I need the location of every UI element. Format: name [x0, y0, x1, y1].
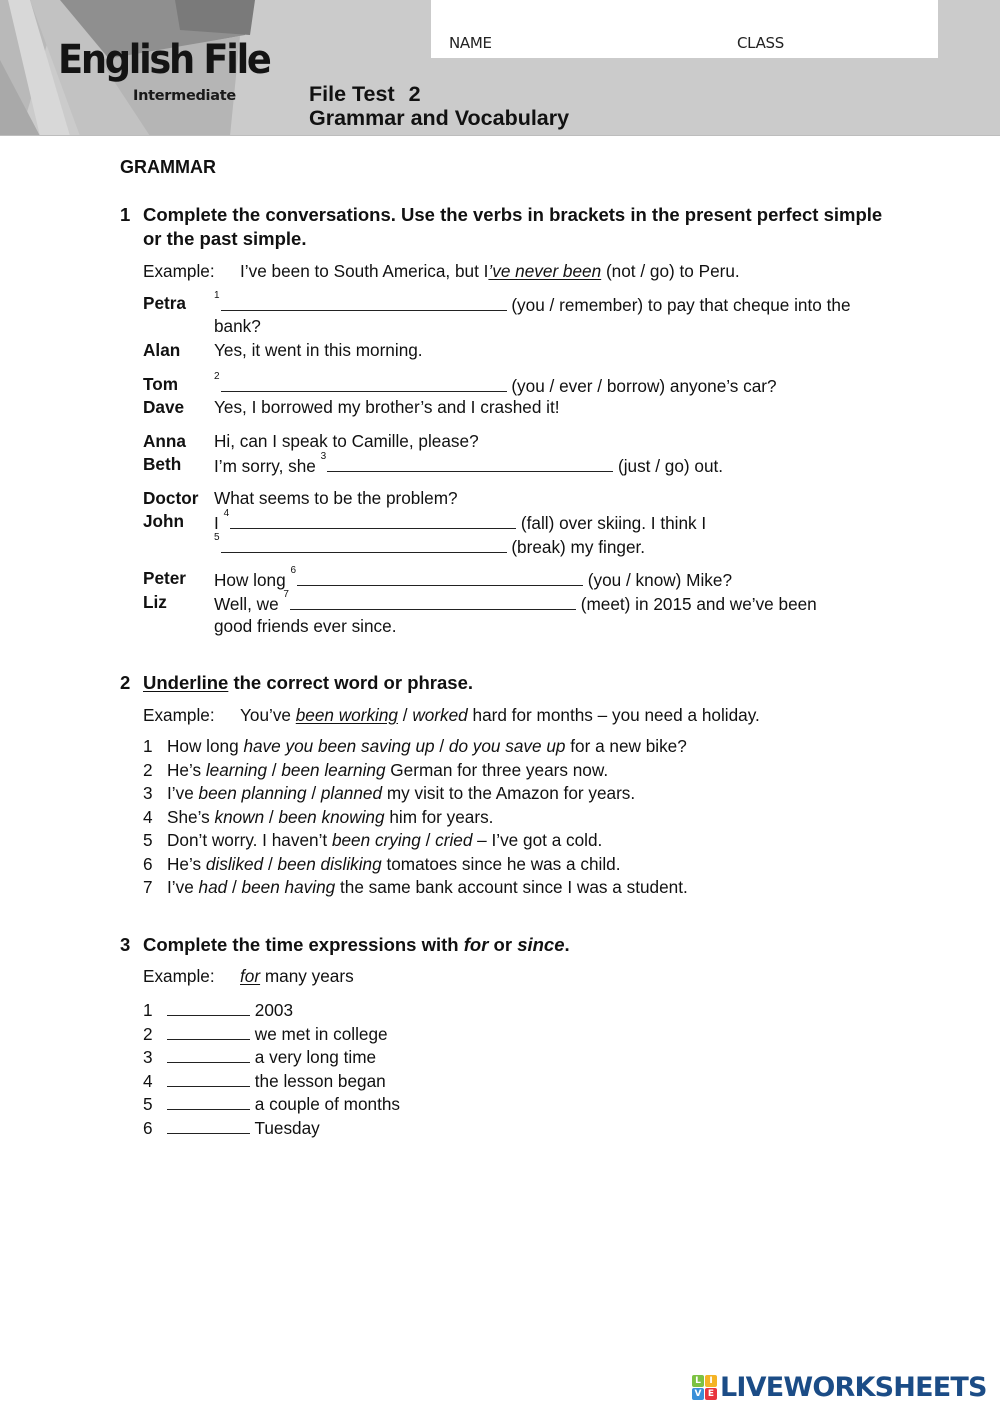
option-b[interactable]: planned	[320, 783, 383, 803]
dialogue-line: good friends ever since.	[214, 616, 397, 636]
instruction-text: .	[564, 934, 570, 955]
option-separator: /	[227, 877, 242, 897]
option-b[interactable]: been disliking	[277, 853, 382, 874]
dialogue-line	[214, 589, 817, 615]
item-number: 1	[143, 1000, 153, 1020]
speaker-name: Alan	[143, 340, 181, 360]
option-a[interactable]: disliked	[205, 853, 264, 874]
exercise-3-item	[143, 1045, 376, 1068]
item-number: 4	[143, 1070, 153, 1091]
option-b[interactable]: been learning	[281, 759, 386, 780]
exercise-3-example	[143, 966, 354, 987]
exercise-2-item	[143, 807, 493, 828]
answer-blank[interactable]	[221, 374, 507, 392]
instruction-text: the correct word or phrase.	[228, 672, 474, 693]
dialogue-text: (fall) over skiing. I think I	[516, 513, 707, 533]
answer-blank[interactable]	[167, 998, 250, 1016]
option-b[interactable]: cried	[435, 830, 473, 850]
brand-level: Intermediate	[133, 88, 236, 104]
test-number: 2	[408, 82, 421, 106]
option-separator: /	[264, 806, 279, 827]
answer-blank[interactable]	[230, 511, 516, 529]
dialogue-text: (meet) in 2015 and we’ve been	[575, 594, 817, 614]
example-answer: been working	[295, 705, 398, 725]
item-text: my visit to the Amazon for years.	[382, 783, 636, 803]
instruction-keyword: Underline	[143, 672, 229, 693]
example-text: hard for months – you need a holiday.	[467, 705, 760, 725]
liveworksheets-logo	[692, 1374, 987, 1401]
name-class-box	[431, 0, 938, 58]
item-number: 3	[143, 1047, 153, 1067]
item-number: 2	[143, 759, 153, 780]
dialogue-text: (you / know) Mike?	[583, 570, 733, 590]
exercise-3-item	[143, 1092, 400, 1115]
speaker-name: Tom	[143, 374, 179, 394]
exercise-3-item	[143, 1116, 320, 1139]
item-number: 5	[143, 830, 153, 850]
item-text: him for years.	[384, 806, 494, 827]
gap-number: 3	[320, 451, 327, 462]
option-a[interactable]: been crying	[331, 830, 421, 850]
live-squares-icon	[692, 1375, 717, 1400]
option-a[interactable]: learning	[205, 759, 268, 780]
dialogue-line	[214, 532, 646, 558]
example-label: Example:	[143, 705, 215, 725]
dialogue-line: What seems to be the problem?	[214, 488, 458, 508]
english-file-logo	[58, 37, 288, 104]
item-number: 1	[143, 736, 153, 756]
answer-blank[interactable]	[297, 568, 583, 586]
item-number: 2	[143, 1023, 153, 1044]
example-answer: for	[240, 966, 261, 986]
option-a[interactable]: been planning	[198, 783, 307, 803]
class-label: CLASS	[737, 34, 784, 52]
test-title	[309, 82, 569, 130]
exercise-1-example	[143, 261, 740, 282]
item-text: Don’t worry. I haven’t	[167, 830, 332, 850]
option-b[interactable]: been having	[241, 877, 336, 897]
exercise-instruction	[143, 671, 903, 695]
dialogue-text: (you / remember) to pay that cheque into the	[506, 295, 851, 315]
dialogue-text: I	[214, 513, 224, 533]
option-a[interactable]: known	[214, 806, 265, 827]
gap-number: 2	[214, 371, 220, 382]
dialogue-line	[214, 451, 724, 477]
speaker-name: Anna	[143, 431, 186, 451]
dialogue-text: How long	[214, 570, 291, 590]
item-text: a couple of months	[250, 1094, 401, 1114]
option-b[interactable]: been knowing	[278, 806, 385, 827]
dialogue-text: (break) my finger.	[506, 537, 646, 557]
dialogue-line	[214, 371, 777, 397]
item-text: for a new bike?	[565, 736, 687, 756]
example-option: worked	[412, 705, 468, 725]
exercise-2-item	[143, 736, 687, 757]
option-separator: /	[398, 705, 413, 725]
exercise-3-item	[143, 1022, 388, 1045]
dialogue-line	[214, 565, 733, 591]
exercise-2-item	[143, 760, 608, 781]
item-text: German for three years now.	[385, 759, 609, 780]
exercise-3-item	[143, 1069, 386, 1092]
instruction-keyword: for	[463, 934, 489, 955]
example-text: (not / go) to Peru.	[601, 261, 740, 281]
logo-letter-square: E	[705, 1388, 717, 1400]
example-text: I’ve been to South America, but I	[240, 261, 489, 281]
item-text: How long	[167, 736, 244, 756]
exercise-number: 1	[120, 204, 131, 225]
speaker-name: Dave	[143, 397, 185, 417]
exercise-2-item	[143, 783, 635, 804]
dialogue-line: bank?	[214, 316, 261, 336]
dialogue-text: (just / go) out.	[613, 456, 724, 476]
section-heading: GRAMMAR	[120, 157, 216, 177]
brand-title: English File	[58, 37, 270, 83]
answer-blank[interactable]	[327, 454, 613, 472]
logo-letter-square: V	[692, 1388, 704, 1400]
example-label: Example:	[143, 966, 215, 986]
exercise-2-item	[143, 830, 602, 851]
dialogue-text: (you / ever / borrow) anyone’s car?	[506, 376, 777, 396]
item-text: He’s	[167, 759, 206, 780]
dialogue-text: I’m sorry, she	[214, 456, 321, 476]
gap-number: 6	[290, 565, 296, 576]
gap-number: 4	[223, 508, 230, 519]
speaker-name: Petra	[143, 293, 186, 313]
example-label: Example:	[143, 261, 215, 281]
speaker-name: Peter	[143, 568, 186, 588]
item-text: 2003	[250, 1000, 294, 1020]
option-separator: /	[420, 830, 436, 850]
instruction-keyword: since	[517, 934, 565, 955]
option-a[interactable]: had	[198, 877, 228, 897]
option-separator: /	[434, 736, 449, 756]
speaker-name: Beth	[143, 454, 182, 474]
answer-blank[interactable]	[221, 293, 507, 311]
item-number: 7	[143, 877, 153, 897]
dialogue-line	[214, 508, 707, 534]
item-text: I’ve	[167, 783, 199, 803]
exercise-3-item	[143, 998, 293, 1021]
dialogue-line: Yes, it went in this morning.	[214, 340, 423, 360]
item-text: He’s	[167, 853, 206, 874]
dialogue-line: Yes, I borrowed my brother’s and I crashed it!	[214, 397, 560, 417]
option-b[interactable]: do you save up	[448, 736, 566, 756]
speaker-name: John	[143, 511, 185, 531]
answer-blank[interactable]	[167, 1116, 250, 1134]
test-title-text: File Test	[309, 82, 395, 106]
item-text: the same bank account since I was a student.	[335, 877, 688, 897]
instruction-text: or	[488, 934, 518, 955]
item-number: 6	[143, 1117, 153, 1138]
item-text: Tuesday	[250, 1117, 320, 1138]
speaker-name: Doctor	[143, 488, 199, 508]
exercise-instruction	[143, 933, 903, 957]
dialogue-text: Well, we	[214, 594, 284, 614]
speaker-name: Liz	[143, 592, 167, 612]
page-header	[0, 0, 1000, 136]
logo-letter-square: L	[692, 1375, 704, 1387]
item-text: we met in college	[250, 1023, 388, 1044]
item-text: I’ve	[167, 877, 199, 897]
gap-number: 1	[214, 290, 220, 301]
item-text: the lesson began	[250, 1070, 386, 1091]
name-label: NAME	[449, 34, 492, 52]
exercise-number: 2	[120, 672, 131, 693]
dialogue-line	[214, 290, 851, 316]
exercise-2-item	[143, 877, 688, 898]
item-number: 6	[143, 853, 153, 874]
answer-blank[interactable]	[167, 1045, 250, 1063]
gap-number: 5	[214, 532, 220, 543]
liveworksheets-text: LIVEWORKSHEETS	[720, 1372, 987, 1403]
answer-blank[interactable]	[167, 1022, 250, 1040]
item-text: tomatoes since he was a child.	[381, 853, 621, 874]
example-text: You’ve	[240, 705, 296, 725]
item-number: 4	[143, 806, 153, 827]
exercise-instruction: Complete the conversations. Use the verbs in brackets in the present perfect simple or the past simple.	[143, 204, 883, 249]
option-a[interactable]: have you been saving up	[243, 736, 435, 756]
answer-blank[interactable]	[290, 592, 576, 610]
test-subtitle: Grammar and Vocabulary	[309, 106, 570, 130]
item-number: 5	[143, 1094, 153, 1114]
example-text: many years	[260, 966, 354, 986]
item-text: a very long time	[250, 1047, 377, 1067]
logo-letter-square: I	[705, 1375, 717, 1387]
answer-blank[interactable]	[167, 1092, 250, 1110]
option-separator: /	[306, 783, 321, 803]
example-answer: ’ve never been	[488, 261, 602, 281]
item-number: 3	[143, 783, 153, 803]
answer-blank[interactable]	[167, 1069, 250, 1087]
exercise-2-example	[143, 705, 760, 726]
exercise-2-item	[143, 854, 621, 875]
option-separator: /	[267, 759, 282, 780]
answer-blank[interactable]	[221, 535, 507, 553]
instruction-text: Complete the time expressions with	[143, 934, 464, 955]
exercise-number: 3	[120, 934, 131, 955]
dialogue-line: Hi, can I speak to Camille, please?	[214, 431, 479, 451]
gap-number: 7	[283, 589, 289, 600]
option-separator: /	[263, 853, 278, 874]
item-text: She’s	[167, 806, 215, 827]
item-text: – I’ve got a cold.	[472, 830, 603, 850]
